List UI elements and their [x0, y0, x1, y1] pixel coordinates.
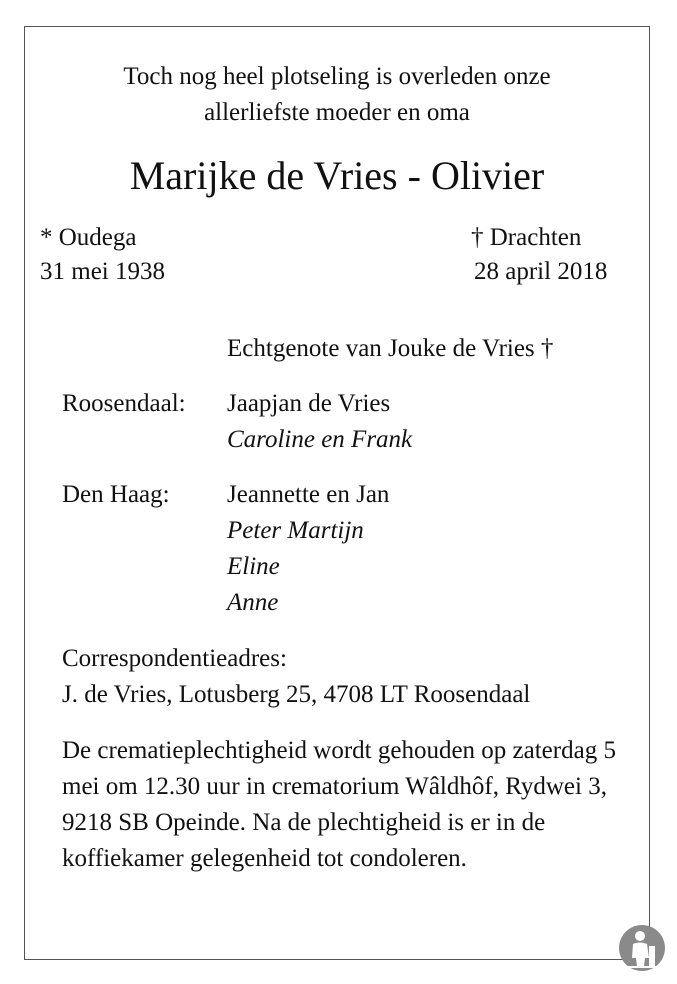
death-date: 28 april 2018 — [474, 258, 608, 285]
family-member: Jeannette en Jan — [227, 481, 390, 508]
birth-place: * Oudega — [40, 224, 137, 251]
deceased-name: Marijke de Vries - Olivier — [129, 153, 545, 198]
memorial-logo-icon — [618, 924, 666, 972]
correspondence-address: J. de Vries, Lotusberg 25, 4708 LT Roosendaal — [62, 681, 531, 708]
family-place-roosendaal: Roosendaal: — [62, 390, 186, 417]
intro-line-2: allerliefste moeder en oma — [204, 99, 470, 126]
family-place-den-haag: Den Haag: — [62, 481, 170, 508]
family-member: Anne — [227, 589, 279, 616]
birth-date: 31 mei 1938 — [40, 258, 165, 285]
family-member: Peter Martijn — [227, 517, 364, 544]
death-place: † Drachten — [471, 224, 582, 251]
family-member: Eline — [227, 553, 280, 580]
spouse-line: Echtgenote van Jouke de Vries † — [227, 335, 554, 362]
intro-line-1: Toch nog heel plotseling is overleden onze — [123, 63, 551, 90]
ceremony-text: De crematieplechtigheid wordt gehouden op zaterdag 5 mei om 12.30 uur in crematorium Wâldhôf, Rydwei 3, 9218 SB Opeinde. Na de plechtigheid is er in de koffiekamer gelegenheid tot condoleren. — [62, 737, 616, 872]
family-member: Caroline en Frank — [227, 426, 413, 453]
correspondence-label: Correspondentieadres: — [62, 645, 287, 672]
family-member: Jaapjan de Vries — [227, 390, 391, 417]
